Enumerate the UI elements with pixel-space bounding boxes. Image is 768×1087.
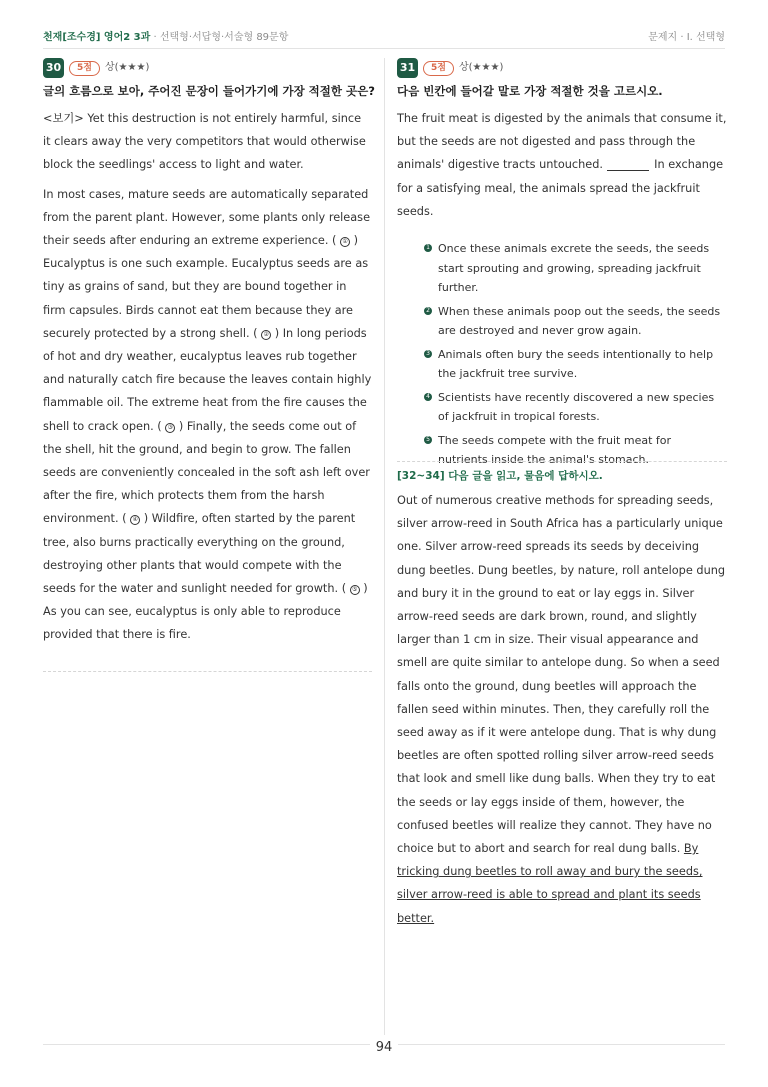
passage-text: ) Finally, the seeds come out of the shell, hit the ground, and begin to grow. The fallen seeds are conveniently concealed in the soft ash left over after the fire, which protects them from the harsh environment. (	[43, 419, 370, 526]
passage-text: In most cases, mature seeds are automatically separated from the parent plant. However, some plants only release their seeds after enduring an extreme experience. (	[43, 187, 371, 248]
marker-2-icon: ②	[261, 330, 271, 340]
question-set-32-34	[397, 469, 727, 930]
option-number-icon: 4	[424, 393, 432, 401]
option-text: The seeds compete with the fruit meat for nutrients inside the animal's stomach.	[438, 433, 672, 466]
passage	[397, 489, 727, 930]
page-number-text: 94	[370, 1040, 399, 1055]
option-5[interactable]	[424, 431, 724, 470]
marker-5-icon: ⑤	[350, 585, 360, 595]
question-title: 다음 빈칸에 들어갈 말로 가장 적절한 것을 고르시오.	[397, 84, 663, 98]
passage	[43, 183, 372, 647]
option-number-icon: 1	[424, 244, 432, 252]
passage-text: ) Wildfire, often started by the parent tree, also burns practically everything on the ground, destroying other plants that would compete with the seeds for the water and sunlight needed for growth. (	[43, 512, 356, 596]
passage-text: ) As you can see, eucalyptus is only able to reproduce provided that there is fire.	[43, 582, 368, 642]
question-30-header	[43, 58, 372, 78]
answer-options	[424, 239, 724, 474]
option-text: When these animals poop out the seeds, the seeds are destroyed and never grow again.	[438, 304, 721, 337]
option-2[interactable]	[424, 302, 724, 341]
option-number-icon: 2	[424, 307, 432, 315]
marker-1-icon: ①	[340, 237, 350, 247]
column-divider	[384, 58, 385, 1035]
option-text: Animals often bury the seeds intentionally to help the jackfruit tree survive.	[438, 347, 714, 380]
question-title: 글의 흐름으로 보아, 주어진 문장이 들어가기에 가장 적절한 곳은?	[43, 84, 375, 98]
passage-text: ) Eucalyptus is one such example. Eucalyptus seeds are as tiny as grains of sand, but they are bound together in firm capsules. Birds cannot eat them because they are securely protected by a strong shell. (	[43, 234, 369, 340]
difficulty-level: 상(★★★)	[459, 62, 504, 73]
option-3[interactable]	[424, 345, 724, 384]
points-badge: 5점	[423, 61, 454, 76]
question-30	[43, 58, 375, 647]
passage-text: ) In long periods of hot and dry weather, eucalyptus leaves rub together and naturally catch fire because the leaves contain highly flammable oil. The extreme heat from the fire causes the shell to crack open. (	[43, 326, 372, 433]
question-31	[397, 58, 727, 223]
section-separator	[43, 671, 372, 672]
passage	[397, 107, 727, 223]
option-1[interactable]	[424, 239, 724, 298]
page-number	[0, 1040, 768, 1055]
passage-text: The fruit meat is digested by the animals that consume it, but the seeds are not digested and pass through the animals' digestive tracts untouched.	[397, 112, 727, 172]
question-number: 30	[43, 58, 64, 78]
section-separator	[397, 461, 727, 462]
option-number-icon: 3	[424, 350, 432, 358]
points-badge: 5점	[69, 61, 100, 76]
question-number: 31	[397, 58, 418, 78]
option-text: Scientists have recently discovered a new species of jackfruit in tropical forests.	[438, 390, 715, 423]
answer-blank	[607, 156, 649, 171]
page-header	[43, 30, 725, 49]
marker-3-icon: ③	[165, 423, 175, 433]
header-publisher: 천재[조수경] 영어2 3과	[43, 32, 151, 43]
option-4[interactable]	[424, 388, 724, 427]
question-31-header	[397, 58, 727, 78]
marker-4-icon: ④	[130, 515, 140, 525]
given-sentence: <보기> Yet this destruction is not entirely harmful, since it clears away the very competitors that would otherwise block the seedlings' access to light and water.	[43, 112, 366, 172]
set-header: [32~34] 다음 글을 읽고, 물음에 답하시오.	[397, 470, 603, 482]
option-number-icon: 5	[424, 436, 432, 444]
header-left	[43, 30, 288, 46]
underlined-sentence: By tricking dung beetles to roll away and bury the seeds, silver arrow-reed is able to spread and plant its seeds better.	[397, 842, 703, 925]
header-subtitle: · 선택형·서답형·서술형 89문항	[150, 32, 289, 43]
passage-text: In exchange for a satisfying meal, the animals spread the jackfruit seeds.	[397, 158, 724, 218]
option-text: Once these animals excrete the seeds, the seeds start sprouting and growing, spreading jackfruit further.	[438, 242, 710, 294]
passage-text: Out of numerous creative methods for spreading seeds, silver arrow-reed in South Africa has a particularly unique one. Silver arrow-reed spreads its seeds by deceiving dung beetles. Dung beetles, by nature, roll antelope dung and bury it in the ground to eat or lay eggs in. Silver arrow-reed seeds are dark brown, round, and slightly larger than 1 cm in size. Their visual appearance and smell are quite similar to antelope dung. So when a seed falls onto the ground, dung beetles will approach the fallen seed within minutes. Then, they carefully roll the seed away as if it were antelope dung. That is why dung beetles are often spotted rolling silver arrow-reed seeds that look and smell like dung balls. When they try to eat the seeds or lay eggs inside of them, however, the confused beetles will realize they cannot. They have no choice but to abort and search for real dung balls.	[397, 494, 726, 856]
header-right: 문제지 · I. 선택형	[648, 32, 725, 43]
difficulty-level: 상(★★★)	[105, 62, 150, 73]
